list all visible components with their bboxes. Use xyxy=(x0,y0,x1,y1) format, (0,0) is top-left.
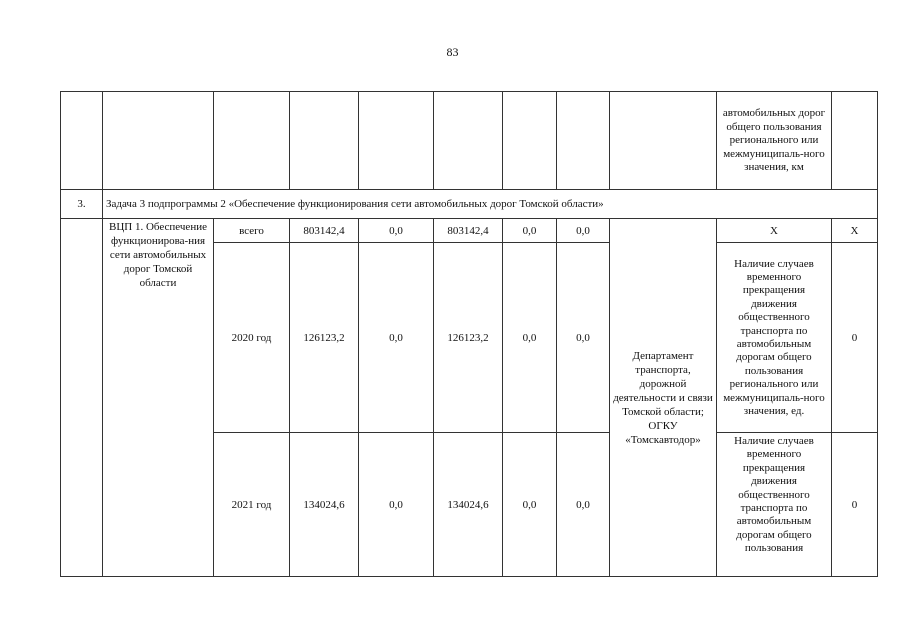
year-cell: 2020 год xyxy=(214,243,290,433)
cell-empty xyxy=(434,92,503,190)
page-number: 83 xyxy=(446,45,459,59)
total-cell: 126123,2 xyxy=(290,243,359,433)
total-cell: 134024,6 xyxy=(290,433,359,577)
cell-empty xyxy=(290,92,359,190)
table-row xyxy=(61,219,878,243)
other-cell: 0,0 xyxy=(557,243,610,433)
indicator-cell: Наличие случаев временного прекращения движения общественного транспорта по автомобильным дорогам общего пользования xyxy=(717,433,832,577)
task-title: Задача 3 подпрограммы 2 «Обеспечение функционирования сети автомобильных дорог Томской области» xyxy=(103,190,878,219)
federal-cell: 0,0 xyxy=(359,219,434,243)
other-cell: 0,0 xyxy=(557,219,610,243)
regional-cell: 126123,2 xyxy=(434,243,503,433)
other-cell: 0,0 xyxy=(557,433,610,577)
value-cell: 0 xyxy=(832,433,878,577)
program-name: ВЦП 1. Обеспечение функционирова-ния сети автомобильных дорог Томской области xyxy=(103,219,214,577)
task-number: 3. xyxy=(61,190,103,219)
cell-empty xyxy=(61,92,103,190)
local-cell: 0,0 xyxy=(503,433,557,577)
cell-empty xyxy=(61,219,103,577)
executor-cell: Департамент транспорта, дорожной деятельности и связи Томской области; ОГКУ «Томскавтодор» xyxy=(610,219,717,577)
program-table xyxy=(60,91,878,577)
value-cell: X xyxy=(832,219,878,243)
indicator-cell: X xyxy=(717,219,832,243)
year-cell: всего xyxy=(214,219,290,243)
cell-empty xyxy=(103,92,214,190)
cell-empty xyxy=(214,92,290,190)
task-row xyxy=(61,190,878,219)
local-cell: 0,0 xyxy=(503,219,557,243)
federal-cell: 0,0 xyxy=(359,433,434,577)
indicator-cell: автомобильных дорог общего пользования регионального или межмуниципаль-ного значения, км xyxy=(717,92,832,190)
local-cell: 0,0 xyxy=(503,243,557,433)
continuation-row xyxy=(61,92,878,190)
value-cell: 0 xyxy=(832,243,878,433)
cell-empty xyxy=(503,92,557,190)
regional-cell: 803142,4 xyxy=(434,219,503,243)
indicator-cell: Наличие случаев временного прекращения движения общественного транспорта по автомобильным дорогам общего пользования регионального или межмуниципаль-ного значения, ед. xyxy=(717,243,832,433)
federal-cell: 0,0 xyxy=(359,243,434,433)
total-cell: 803142,4 xyxy=(290,219,359,243)
cell-empty xyxy=(832,92,878,190)
cell-empty xyxy=(557,92,610,190)
regional-cell: 134024,6 xyxy=(434,433,503,577)
cell-empty xyxy=(610,92,717,190)
year-cell: 2021 год xyxy=(214,433,290,577)
cell-empty xyxy=(359,92,434,190)
